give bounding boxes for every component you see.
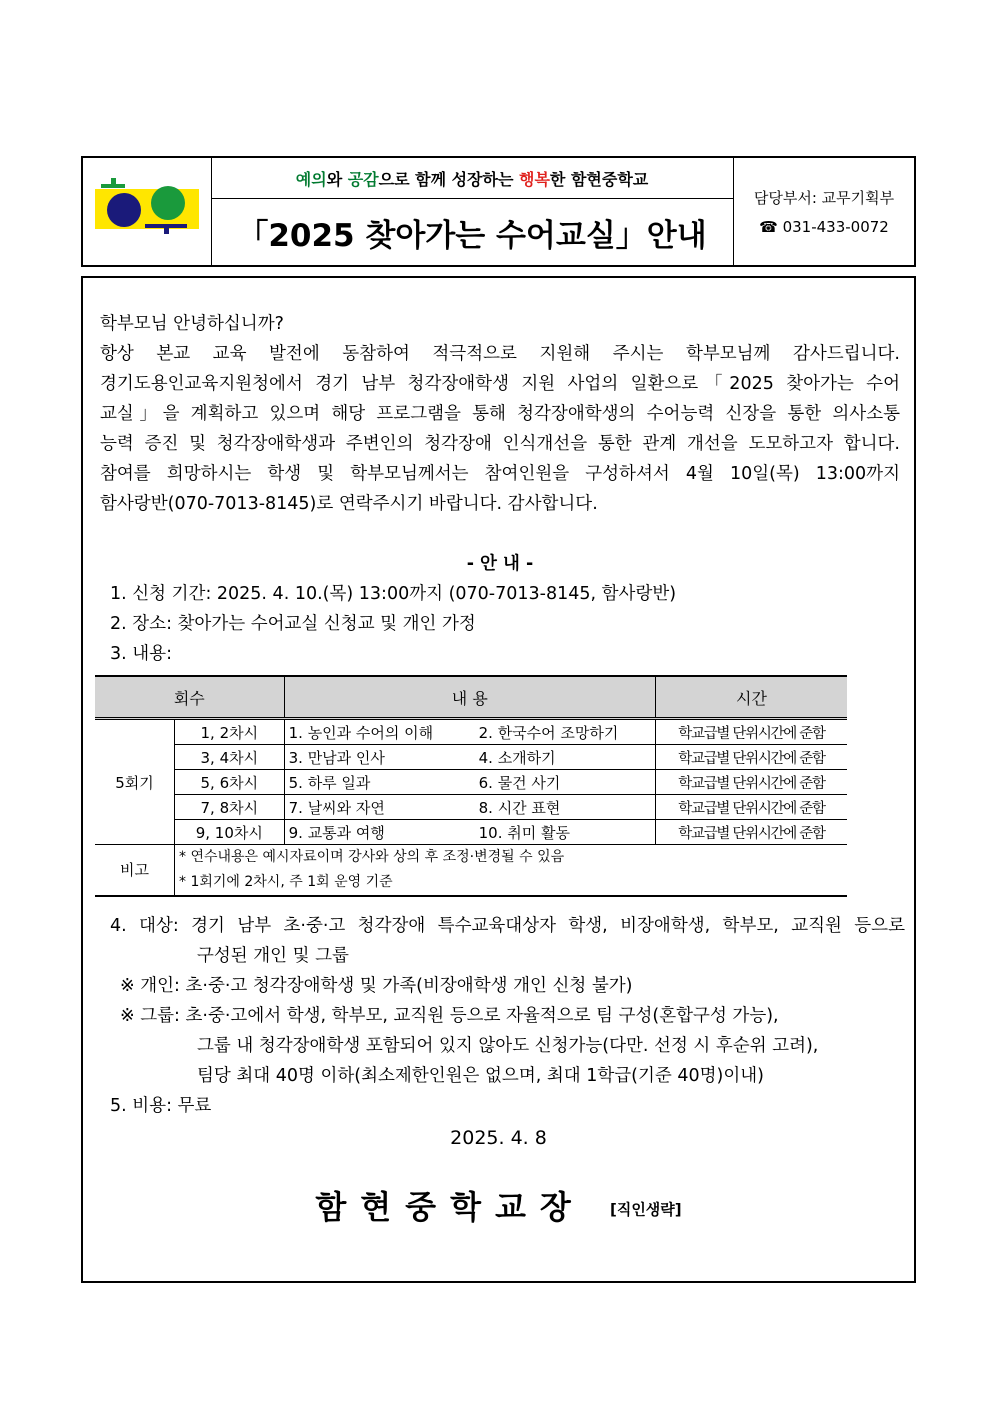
content-cell: 5. 하루 일과 6. 물건 사기 — [284, 770, 655, 795]
contact-info — [734, 158, 914, 265]
application-period: 1. 신청 기간: 2025. 4. 10.(목) 13:00까지 (070-7013-8145, 함사랑반) — [110, 584, 677, 604]
time-cell: 학교급별 단위시간에 준함 — [656, 770, 848, 795]
intro-line: 능력 증진 및 청각장애학생과 주변인의 청각장애 인식개선을 통한 관계 개선을 도모하고자 합니다. — [100, 434, 900, 454]
note-label: 비고 — [120, 860, 149, 879]
slogan-part: 와 — [326, 169, 348, 189]
slogan-part: 한 함현중학교 — [549, 169, 649, 189]
round-cell: 7, 8차시 — [175, 795, 285, 820]
cost: 5. 비용: 무료 — [110, 1096, 212, 1116]
note-content — [175, 845, 848, 897]
school-slogan — [211, 158, 734, 199]
time-cell: 학교급별 단위시간에 준함 — [656, 820, 848, 845]
issue-date: 2025. 4. 8 — [450, 1127, 547, 1149]
group-cell: 5회기 — [95, 719, 175, 845]
round-cell: 9, 10차시 — [175, 820, 285, 845]
target-group: ※ 그룹: 초·중·고에서 학생, 학부모, 교직원 등으로 자율적으로 팀 구성(혼합구성 가능), — [120, 1006, 779, 1026]
header-content: 내 용 — [284, 676, 655, 719]
guide-heading: - 안 내 - — [466, 554, 534, 574]
round-cell: 1, 2차시 — [175, 719, 285, 745]
target-group: 그룹 내 청각장애학생 포함되어 있지 않아도 신청가능(다만. 선정 시 후순위 고려), — [197, 1036, 819, 1056]
round-cell: 5, 6차시 — [175, 770, 285, 795]
intro-line: 참여를 희망하시는 학생 및 학부모님께서는 참여인원을 구성하셔서 4월 10일(목) 13:00까지 — [100, 464, 900, 484]
place: 2. 장소: 찾아가는 수어교실 신청교 및 개인 가정 — [110, 614, 476, 634]
slogan-part: 공감 — [347, 169, 379, 189]
header-time: 시간 — [656, 676, 848, 719]
intro-line: 경기도용인교육지원청에서 경기 남부 청각장애학생 지원 사업의 일환으로「2025 찾아가는 수어 — [100, 374, 900, 394]
header-session: 회수 — [95, 676, 284, 719]
target-line: 구성된 개인 및 그룹 — [197, 946, 349, 966]
round-cell: 3, 4차시 — [175, 745, 285, 770]
intro-line: 교실」을 계획하고 있으며 해당 프로그램을 통해 청각장애학생의 수어능력 신장을 통한 의사소통 — [100, 404, 900, 424]
content-cell: 1. 농인과 수어의 이해 2. 한국수어 조망하기 — [284, 719, 655, 745]
department: 담당부서: 교무기획부 — [753, 189, 895, 207]
slogan-part: 으로 함께 성장하는 — [378, 169, 519, 189]
content-cell: 9. 교통과 여행 10. 취미 활동 — [284, 820, 655, 845]
content-cell: 3. 만남과 인사 4. 소개하기 — [284, 745, 655, 770]
note-line: * 연수내용은 예시자료이며 강사와 상의 후 조정·변경될 수 있음 — [179, 849, 565, 865]
note-line: * 1회기에 2차시, 주 1회 운영 기준 — [179, 874, 393, 890]
signature-name: 함현중학교장 — [315, 1188, 585, 1226]
document-title: 「2025 찾아가는 수어교실」안내 — [211, 199, 734, 265]
slogan-part: 행복 — [519, 169, 550, 189]
header-table — [81, 156, 916, 267]
slogan-part: 예의 — [295, 169, 327, 189]
intro-line: 함사랑반(070-7013-8145)로 연락주시기 바랍니다. 감사합니다. — [100, 494, 598, 514]
target-individual: ※ 개인: 초·중·고 청각장애학생 및 가족(비장애학생 개인 신청 불가) — [120, 976, 633, 996]
seal-omitted-note: [직인생략] — [609, 1200, 682, 1219]
letter-body — [81, 276, 916, 1283]
time-cell: 학교급별 단위시간에 준함 — [656, 719, 848, 745]
principal-signature — [83, 1182, 914, 1228]
phone-number: ☎ 031-433-0072 — [759, 218, 889, 236]
school-logo-cell — [83, 158, 212, 265]
content-label: 3. 내용: — [110, 644, 172, 664]
time-cell: 학교급별 단위시간에 준함 — [656, 745, 848, 770]
school-logo — [83, 158, 211, 265]
program-table — [95, 675, 847, 897]
target-group: 팀당 최대 40명 이하(최소제한인원은 없으며, 최대 1학급(기준 40명)이내) — [197, 1066, 765, 1086]
target-line: 4. 대상: 경기 남부 초·중·고 청각장애 특수교육대상자 학생, 비장애학생, 학부모, 교직원 등으로 — [110, 916, 905, 936]
time-cell: 학교급별 단위시간에 준함 — [656, 795, 848, 820]
greeting: 학부모님 안녕하십니까? — [100, 314, 284, 334]
intro-line: 항상 본교 교육 발전에 동참하여 적극적으로 지원해 주시는 학부모님께 감사드립니다. — [100, 344, 900, 364]
content-cell: 7. 날씨와 자연 8. 시간 표현 — [284, 795, 655, 820]
